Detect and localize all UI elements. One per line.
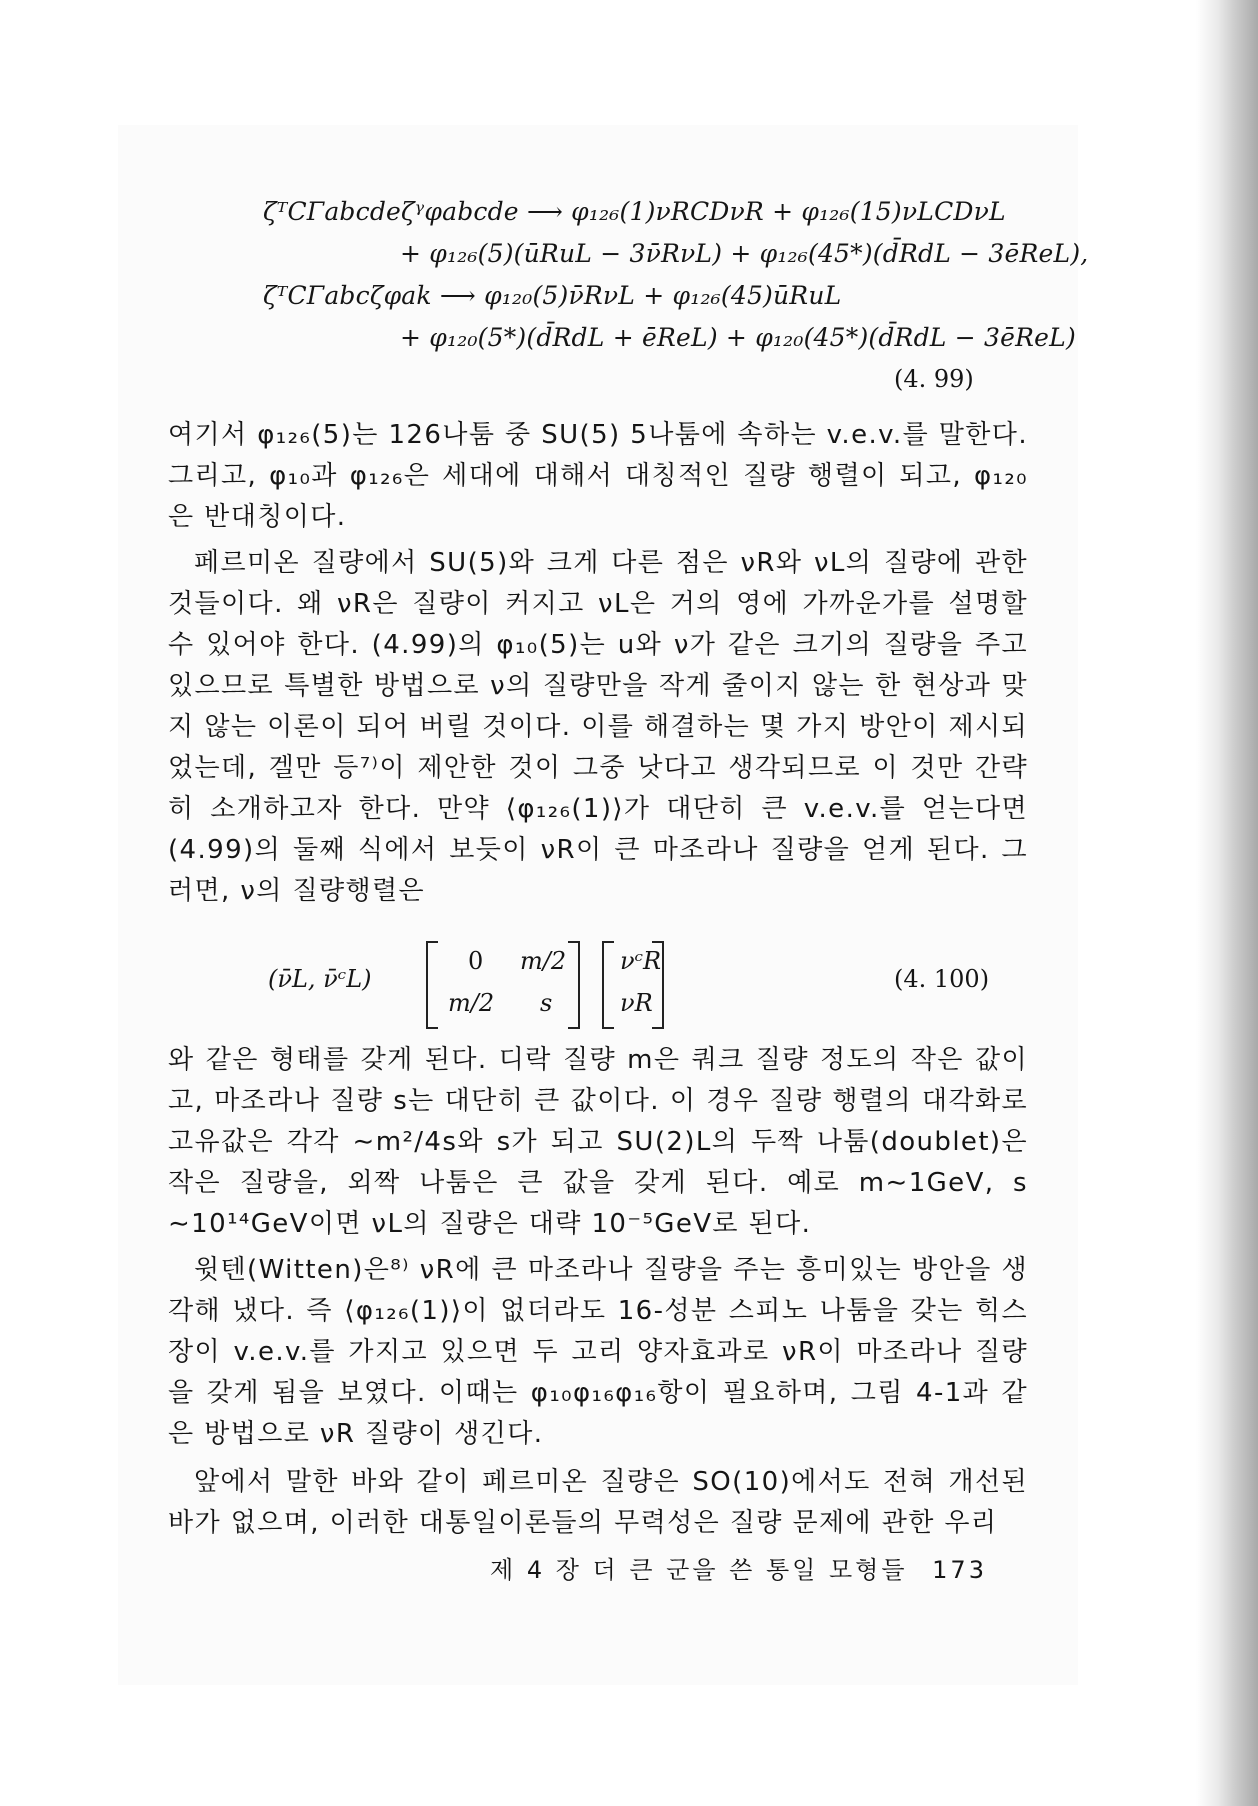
paragraph-2-text: 페르미온 질량에서 SU(5)와 크게 다른 점은 νR와 νL의 질량에 관한 것들이다. 왜 νR은 질량이 커지고 νL은 거의 영에 가까운가를 설명할 수 있어야 한다. (4.99)의 φ₁₀(5)는 u와 ν가 같은 크기의 질량을 주고 있으므로 특별한 방법으로 ν의 질량만을 작게 줄이지 않는 한 현상과 맞지 않는 이론이 되어 버릴 것이다. 이를 해결하는 몇 가지 방안이 제시되었는데, 겔만 등⁷⁾이 제안한 것이 그중 낫다고 생각되므로 이 것만 간략히 소개하고자 한다. 만약 ⟨φ₁₂₆(1)⟩가 대단히 큰 v.e.v.를 얻는다면 (4.99)의 둘째 식에서 보듯이 νR이 큰 마조라나 질량을 얻게 된다. 그러면, ν의 질량행렬은 xyxy=(168,548,1028,906)
vector-left-bracket xyxy=(602,941,614,1029)
page-curl xyxy=(1196,0,1258,1806)
equation-line-2: + φ₁₂₆(5)(ūRuL − 3ν̄RνL) + φ₁₂₆(45*)(d̄RdL − 3ēReL), xyxy=(400,239,1089,268)
equation-number-4-99: (4. 99) xyxy=(894,365,974,393)
vector-cell-2: νR xyxy=(620,989,653,1017)
equation-line-4: + φ₁₂₀(5*)(d̄RdL + ēReL) + φ₁₂₀(45*)(d̄RdL − 3ēReL) xyxy=(400,323,1076,352)
paragraph-1-text: 여기서 φ₁₂₆(5)는 126나툼 중 SU(5) 5나툼에 속하는 v.e.v.를 말한다. 그리고, φ₁₀과 φ₁₂₆은 세대에 대해서 대칭적인 질량 행렬이 되고, φ₁₂₀은 반대칭이다. xyxy=(168,420,1028,532)
paragraph-5 xyxy=(168,1462,1028,1544)
equation-number-4-100: (4. 100) xyxy=(894,965,990,993)
paragraph-3-text: 와 같은 형태를 갖게 된다. 디락 질량 m은 쿼크 질량 정도의 작은 값이고, 마조라나 질량 s는 대단히 큰 값이다. 이 경우 질량 행렬의 대각화로 고유값은 각각 ∼m²/4s와 s가 되고 SU(2)L의 두짝 나툼(doublet)은 작은 질량을, 외짝 나툼은 큰 값을 갖게 된다. 예로 m∼1GeV, s ∼10¹⁴GeV이면 νL의 질량은 대략 10⁻⁵GeV로 된다. xyxy=(168,1045,1028,1239)
paragraph-4-text: 윗텐(Witten)은⁸⁾ νR에 큰 마조라나 질량을 주는 흥미있는 방안을 생각해 냈다. 즉 ⟨φ₁₂₆(1)⟩이 없더라도 16-성분 스피노 나툼을 갖는 힉스 장이 v.e.v.를 가지고 있으면 두 고리 양자효과로 νR이 마조라나 질량을 갖게 됨을 보였다. 이때는 φ₁₀φ₁₆φ₁₆항이 필요하며, 그림 4-1과 같은 방법으로 νR 질량이 생긴다. xyxy=(168,1255,1028,1449)
row-vector: (ν̄L, ν̄ᶜL) xyxy=(268,965,372,993)
matrix-cell-11: 0 xyxy=(468,947,484,975)
matrix-right-bracket xyxy=(568,941,580,1029)
vector-cell-1: νᶜR xyxy=(620,947,662,975)
paragraph-5-text: 앞에서 말한 바와 같이 페르미온 질량은 SO(10)에서도 전혀 개선된 바가 없으며, 이러한 대통일이론들의 무력성은 질량 문제에 관한 우리 xyxy=(168,1467,1028,1538)
page-number: 173 xyxy=(932,1556,987,1584)
paragraph-1 xyxy=(168,415,1028,538)
paragraph-3 xyxy=(168,1040,1028,1245)
matrix-cell-12: m/2 xyxy=(520,947,567,975)
paragraph-4 xyxy=(168,1250,1028,1455)
matrix-left-bracket xyxy=(426,941,438,1029)
equation-line-1: ζᵀCΓabcdeζᵞφabcde ⟶ φ₁₂₆(1)νRCDνR + φ₁₂₆(15)νLCDνL xyxy=(263,197,1006,226)
page-content xyxy=(118,125,1089,1685)
page-footer xyxy=(490,1550,987,1585)
running-head: 제 4 장 더 큰 군을 쓴 통일 모형들 xyxy=(490,1556,908,1584)
equation-line-3: ζᵀCΓabcζφak ⟶ φ₁₂₀(5)ν̄RνL + φ₁₂₆(45)ūRuL xyxy=(263,281,842,310)
matrix-cell-21: m/2 xyxy=(448,989,495,1017)
mass-matrix-equation xyxy=(268,933,1118,1043)
matrix-cell-22: s xyxy=(540,989,553,1017)
vector-right-bracket xyxy=(652,941,664,1029)
paragraph-2 xyxy=(168,543,1028,912)
